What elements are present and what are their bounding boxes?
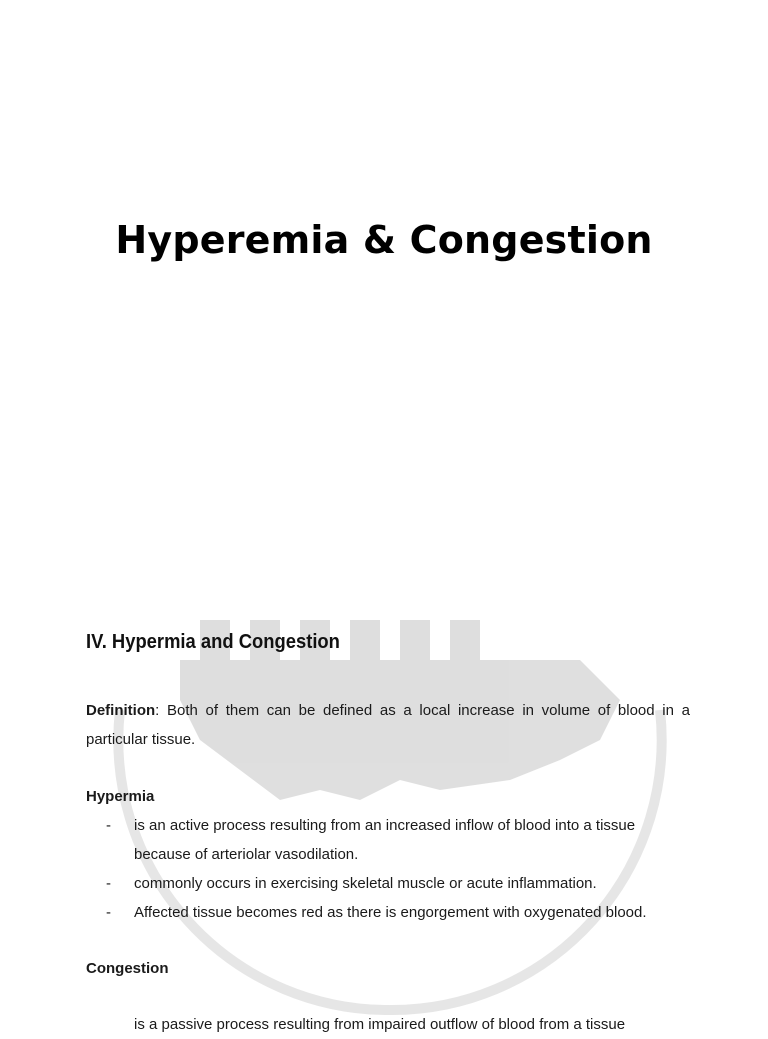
list-item <box>106 869 690 898</box>
definition-text: : Both of them can be defined as a local increase in volume of blood in a particular tissue. <box>86 702 690 748</box>
slide-title: Hyperemia & Congestion <box>115 218 653 262</box>
hypermia-heading: Hypermia <box>86 788 155 805</box>
definition-paragraph <box>86 696 690 754</box>
section-heading: IV. Hypermia and Congestion <box>86 631 340 653</box>
dash-bullet-icon: - <box>106 875 111 892</box>
list-item <box>106 898 690 927</box>
definition-term: Definition <box>86 702 156 719</box>
hypermia-bullet-list <box>106 811 690 927</box>
dash-bullet-icon: - <box>106 817 111 834</box>
bullet-text: commonly occurs in exercising skeletal muscle or acute inflammation. <box>134 875 597 892</box>
bullet-text: Affected tissue becomes red as there is engorgement with oxygenated blood. <box>134 904 647 921</box>
dash-bullet-icon: - <box>106 904 111 921</box>
congestion-heading: Congestion <box>86 960 169 977</box>
congestion-partial-line: is a passive process resulting from impaired outflow of blood from a tissue <box>134 1016 626 1033</box>
document-page <box>0 590 768 1033</box>
bullet-text: is an active process resulting from an increased inflow of blood into a tissue because of arteriolar vasodilation. <box>134 817 636 863</box>
list-item <box>106 811 690 869</box>
